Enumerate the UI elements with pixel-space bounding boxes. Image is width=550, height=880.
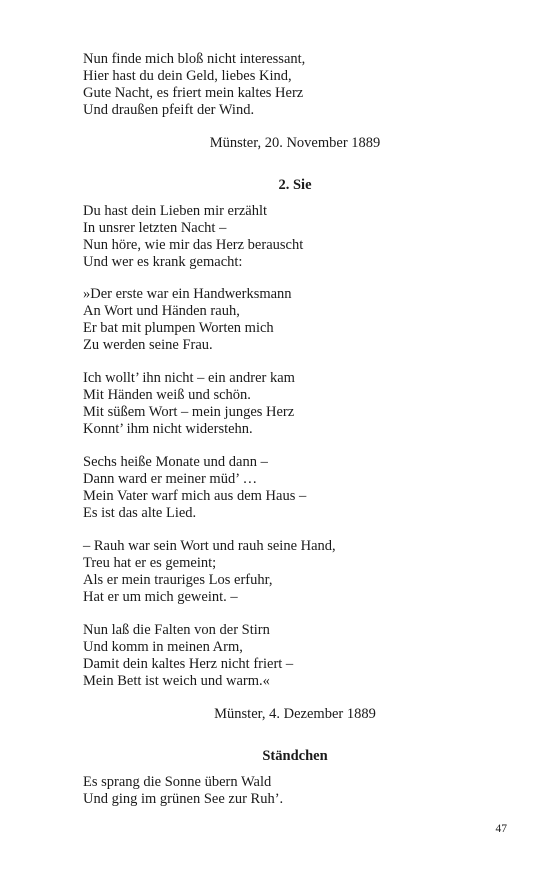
poem-line: Als er mein trauriges Los erfuhr, — [83, 572, 273, 588]
poem-line: Mein Bett ist weich und warm.« — [83, 673, 270, 689]
poem-line: Du hast dein Lieben mir erzählt — [83, 203, 268, 219]
poem-line: Mein Vater warf mich aus dem Haus – — [83, 488, 307, 504]
poem-line: Und draußen pfeift der Wind. — [83, 102, 255, 118]
poem-line: Konnt’ ihm nicht widerstehn. — [83, 421, 253, 437]
poem-line: In unsrer letzten Nacht – — [83, 220, 227, 236]
poem-line: Und komm in meinen Arm, — [83, 639, 243, 655]
poem-line: An Wort und Händen rauh, — [83, 303, 240, 319]
poem-line: Es ist das alte Lied. — [83, 505, 197, 521]
poem-line: Damit dein kaltes Herz nicht friert – — [83, 656, 294, 672]
poem-line: Nun finde mich bloß nicht interessant, — [83, 51, 306, 67]
poem-title: 2. Sie — [278, 177, 312, 193]
poem-line: Mit Händen weiß und schön. — [83, 387, 251, 403]
poem-line: Sechs heiße Monate und dann – — [83, 454, 268, 470]
poem-line: Dann ward er meiner müd’ … — [83, 471, 258, 487]
poem-line: Mit süßem Wort – mein junges Herz — [83, 404, 295, 420]
poem-line: – Rauh war sein Wort und rauh seine Hand, — [83, 538, 336, 554]
poem-line: Treu hat er es gemeint; — [83, 555, 217, 571]
poem-line: Nun höre, wie mir das Herz berauscht — [83, 237, 304, 253]
poem-line: Nun laß die Falten von der Stirn — [83, 622, 270, 638]
poem-line: Hat er um mich geweint. – — [83, 589, 238, 605]
poem-line: Zu werden seine Frau. — [83, 337, 213, 353]
poem-line: Es sprang die Sonne übern Wald — [83, 774, 272, 790]
place-date: Münster, 20. November 1889 — [209, 135, 381, 151]
poem-title: Ständchen — [262, 748, 328, 764]
poem-line: »Der erste war ein Handwerksmann — [83, 286, 292, 302]
place-date: Münster, 4. Dezember 1889 — [214, 706, 376, 722]
poem-line: Er bat mit plumpen Worten mich — [83, 320, 274, 336]
poem-line: Und wer es krank gemacht: — [83, 254, 243, 270]
poem-line: Und ging im grünen See zur Ruh’. — [83, 791, 284, 807]
page-number: 47 — [495, 823, 507, 835]
poem-line: Gute Nacht, es friert mein kaltes Herz — [83, 85, 304, 101]
poem-line: Hier hast du dein Geld, liebes Kind, — [83, 68, 292, 84]
poem-line: Ich wollt’ ihn nicht – ein andrer kam — [83, 370, 295, 386]
